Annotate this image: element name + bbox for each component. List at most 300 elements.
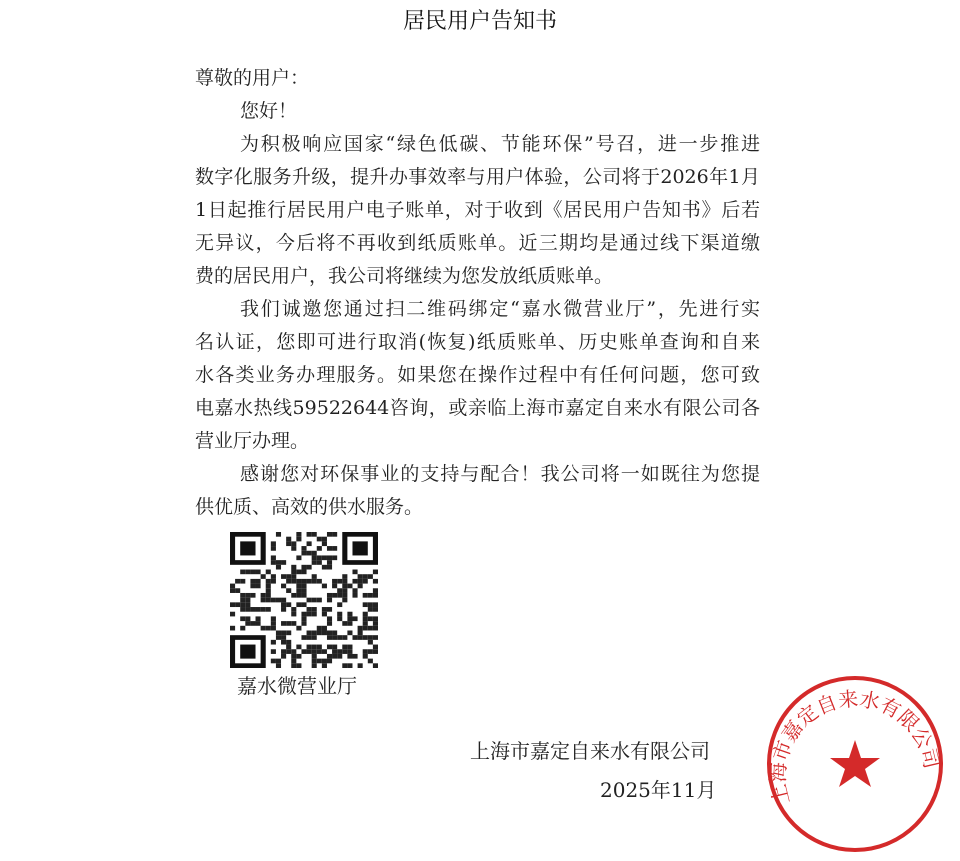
qr-module bbox=[296, 537, 301, 542]
qr-module bbox=[271, 616, 276, 621]
qr-module bbox=[256, 570, 261, 575]
qr-module bbox=[240, 626, 245, 631]
qr-module bbox=[368, 635, 373, 640]
qr-module bbox=[256, 579, 261, 584]
qr-module bbox=[286, 541, 291, 546]
qr-module bbox=[317, 546, 322, 551]
qr-module bbox=[312, 645, 317, 650]
qr-module bbox=[291, 546, 296, 551]
qr-module bbox=[373, 579, 378, 584]
qr-module bbox=[368, 607, 373, 612]
qr-module bbox=[312, 612, 317, 617]
qr-module bbox=[286, 579, 291, 584]
qr-module bbox=[301, 588, 306, 593]
qr-module bbox=[266, 607, 271, 612]
qr-module bbox=[322, 659, 327, 664]
qr-module bbox=[240, 645, 255, 659]
qr-module bbox=[352, 588, 357, 593]
qr-module bbox=[312, 532, 317, 537]
qr-module bbox=[337, 616, 342, 621]
qr-module bbox=[352, 635, 357, 640]
qr-module bbox=[296, 584, 301, 589]
qr-module bbox=[327, 659, 332, 664]
qr-module bbox=[337, 593, 342, 598]
qr-module bbox=[301, 616, 306, 621]
qr-module bbox=[271, 659, 276, 664]
qr-module bbox=[347, 621, 352, 626]
qr-module bbox=[240, 579, 245, 584]
qr-module bbox=[307, 635, 312, 640]
qr-module bbox=[358, 626, 363, 631]
qr-module bbox=[327, 635, 332, 640]
qr-module bbox=[286, 588, 291, 593]
qr-module bbox=[281, 602, 286, 607]
qr-module bbox=[322, 565, 327, 570]
qr-module bbox=[286, 630, 291, 635]
paragraph-2-line: 营业厅办理。 bbox=[195, 430, 310, 452]
qr-module bbox=[256, 584, 261, 589]
qr-module bbox=[261, 593, 266, 598]
salutation: 尊敬的用户： bbox=[195, 67, 310, 89]
qr-module bbox=[363, 654, 368, 659]
qr-module bbox=[271, 649, 276, 654]
qr-module bbox=[240, 607, 245, 612]
qr-module bbox=[301, 546, 306, 551]
qr-module bbox=[337, 635, 342, 640]
qr-module bbox=[317, 560, 322, 565]
document-title: 居民用户告知书 bbox=[402, 9, 557, 34]
qr-module bbox=[332, 630, 337, 635]
qr-module bbox=[307, 532, 312, 537]
qr-module bbox=[271, 626, 276, 631]
qr-module bbox=[342, 598, 347, 603]
qr-module bbox=[312, 560, 317, 565]
qr-module bbox=[281, 654, 286, 659]
qr-module bbox=[245, 598, 250, 603]
qr-module bbox=[281, 574, 286, 579]
qr-module bbox=[256, 616, 261, 621]
qr-module bbox=[312, 635, 317, 640]
qr-module bbox=[245, 570, 250, 575]
qr-module bbox=[352, 570, 357, 575]
qr-module bbox=[296, 663, 301, 668]
qr-module bbox=[332, 532, 337, 537]
qr-module bbox=[266, 598, 271, 603]
qr-module bbox=[322, 584, 327, 589]
qr-module bbox=[230, 602, 235, 607]
qr-module bbox=[291, 654, 296, 659]
qr-module bbox=[250, 607, 255, 612]
qr-module bbox=[312, 663, 317, 668]
qr-module bbox=[296, 602, 301, 607]
qr-module bbox=[271, 555, 276, 560]
qr-module bbox=[332, 546, 337, 551]
qr-module bbox=[352, 616, 357, 621]
signature-date: 2025年11月 bbox=[600, 778, 717, 802]
qr-module bbox=[301, 579, 306, 584]
qr-module bbox=[230, 612, 235, 617]
qr-module bbox=[347, 663, 352, 668]
qr-module bbox=[271, 574, 276, 579]
qr-module bbox=[322, 541, 327, 546]
qr-module bbox=[373, 635, 378, 640]
qr-module bbox=[256, 607, 261, 612]
qr-module bbox=[342, 574, 347, 579]
qr-module bbox=[286, 640, 291, 645]
qr-module bbox=[342, 635, 347, 640]
qr-module bbox=[291, 663, 296, 668]
qr-module bbox=[235, 588, 240, 593]
qr-module bbox=[307, 645, 312, 650]
qr-module bbox=[230, 626, 235, 631]
qr-module bbox=[373, 593, 378, 598]
qr-module bbox=[296, 555, 301, 560]
qr-module bbox=[291, 541, 296, 546]
qr-module bbox=[276, 663, 281, 668]
qr-module bbox=[307, 649, 312, 654]
qr-module bbox=[271, 621, 276, 626]
qr-module bbox=[368, 593, 373, 598]
qr-module bbox=[332, 584, 337, 589]
qr-module bbox=[342, 593, 347, 598]
qr-module bbox=[245, 607, 250, 612]
qr-module bbox=[266, 570, 271, 575]
qr-module bbox=[352, 593, 357, 598]
qr-module bbox=[281, 635, 286, 640]
qr-caption: 嘉水微营业厅 bbox=[237, 674, 357, 698]
qr-module bbox=[266, 588, 271, 593]
qr-module bbox=[352, 654, 357, 659]
qr-module bbox=[368, 574, 373, 579]
qr-module bbox=[312, 551, 317, 556]
qr-module bbox=[373, 616, 378, 621]
qr-module bbox=[235, 602, 240, 607]
qr-module bbox=[322, 607, 327, 612]
signature-company: 上海市嘉定自来水有限公司 bbox=[470, 739, 710, 763]
qr-module bbox=[317, 537, 322, 542]
paragraph-2-line: 名认证，您即可进行取消(恢复)纸质账单、历史账单查询和自来 bbox=[195, 331, 760, 353]
qr-module bbox=[332, 555, 337, 560]
qr-module bbox=[307, 630, 312, 635]
qr-module bbox=[332, 635, 337, 640]
qr-module bbox=[296, 593, 301, 598]
qr-module bbox=[291, 565, 296, 570]
qr-module bbox=[337, 612, 342, 617]
qr-module bbox=[312, 659, 317, 664]
paragraph-3-line: 供优质、高效的供水服务。 bbox=[195, 496, 424, 518]
qr-module bbox=[291, 612, 296, 617]
qr-module bbox=[327, 546, 332, 551]
star-icon bbox=[830, 740, 880, 787]
qr-module bbox=[307, 565, 312, 570]
qr-module bbox=[312, 607, 317, 612]
qr-module bbox=[286, 621, 291, 626]
qr-module bbox=[363, 574, 368, 579]
qr-module bbox=[291, 649, 296, 654]
qr-module bbox=[301, 602, 306, 607]
qr-module bbox=[322, 555, 327, 560]
qr-module bbox=[296, 588, 301, 593]
qr-module bbox=[337, 579, 342, 584]
qr-module bbox=[342, 579, 347, 584]
qr-module bbox=[317, 659, 322, 664]
qr-module bbox=[312, 649, 317, 654]
qr-module bbox=[276, 659, 281, 664]
qr-module bbox=[261, 598, 266, 603]
qr-module bbox=[296, 570, 301, 575]
qr-module bbox=[352, 579, 357, 584]
qr-module bbox=[291, 579, 296, 584]
qr-module bbox=[240, 616, 245, 621]
qr-module bbox=[235, 579, 240, 584]
qr-module bbox=[286, 537, 291, 542]
qr-module bbox=[347, 630, 352, 635]
qr-module bbox=[307, 551, 312, 556]
qr-module bbox=[296, 645, 301, 650]
qr-module bbox=[358, 579, 363, 584]
qr-module bbox=[276, 560, 281, 565]
qr-module bbox=[296, 626, 301, 631]
qr-module bbox=[342, 621, 347, 626]
qr-module bbox=[245, 621, 250, 626]
paragraph-3-line: 感谢您对环保事业的支持与配合！我公司将一如既往为您提 bbox=[240, 463, 760, 485]
qr-module bbox=[312, 579, 317, 584]
paragraph-1-line: 数字化服务升级，提升办事效率与用户体验，公司将于2026年1月 bbox=[195, 166, 760, 188]
qr-module bbox=[358, 663, 363, 668]
qr-module bbox=[256, 621, 261, 626]
qr-module bbox=[301, 612, 306, 617]
qr-module bbox=[276, 598, 281, 603]
qr-module bbox=[281, 649, 286, 654]
qr-module bbox=[337, 654, 342, 659]
qr-module bbox=[347, 645, 352, 650]
qr-module bbox=[373, 570, 378, 575]
qr-module bbox=[327, 654, 332, 659]
qr-module bbox=[317, 649, 322, 654]
qr-module bbox=[307, 579, 312, 584]
qr-module bbox=[342, 663, 347, 668]
qr-module bbox=[327, 598, 332, 603]
qr-module bbox=[363, 593, 368, 598]
qr-module bbox=[363, 612, 368, 617]
qr-module bbox=[332, 654, 337, 659]
qr-module bbox=[250, 593, 255, 598]
qr-module bbox=[240, 541, 255, 555]
qr-module bbox=[286, 645, 291, 650]
seal-ring bbox=[769, 678, 941, 850]
qr-code[interactable] bbox=[230, 532, 378, 668]
qr-module bbox=[373, 602, 378, 607]
qr-module bbox=[281, 630, 286, 635]
qr-module bbox=[312, 654, 317, 659]
letter-body bbox=[195, 62, 760, 524]
qr-module bbox=[317, 645, 322, 650]
company-seal-stamp bbox=[760, 672, 950, 857]
qr-module bbox=[261, 626, 266, 631]
qr-module bbox=[368, 649, 373, 654]
qr-module bbox=[301, 570, 306, 575]
qr-module bbox=[327, 616, 332, 621]
qr-module bbox=[271, 541, 276, 546]
qr-module bbox=[250, 579, 255, 584]
qr-module bbox=[301, 593, 306, 598]
qr-module bbox=[296, 532, 301, 537]
qr-module bbox=[342, 649, 347, 654]
qr-module bbox=[322, 630, 327, 635]
qr-module bbox=[368, 602, 373, 607]
qr-module bbox=[230, 588, 235, 593]
qr-module bbox=[373, 663, 378, 668]
qr-module bbox=[363, 649, 368, 654]
qr-module bbox=[266, 584, 271, 589]
qr-module bbox=[327, 645, 332, 650]
qr-module bbox=[291, 574, 296, 579]
qr-module bbox=[291, 659, 296, 664]
qr-module bbox=[281, 560, 286, 565]
qr-module bbox=[301, 551, 306, 556]
qr-module bbox=[245, 602, 250, 607]
qr-module bbox=[327, 607, 332, 612]
qr-module bbox=[363, 602, 368, 607]
qr-module bbox=[312, 630, 317, 635]
qr-module bbox=[342, 645, 347, 650]
greeting: 您好！ bbox=[240, 100, 298, 122]
qr-module bbox=[291, 607, 296, 612]
qr-module bbox=[358, 574, 363, 579]
qr-module bbox=[276, 630, 281, 635]
qr-module bbox=[368, 659, 373, 664]
qr-module bbox=[337, 602, 342, 607]
qr-module bbox=[301, 635, 306, 640]
qr-module bbox=[317, 626, 322, 631]
paragraph-2-line: 我们诚邀您通过扫二维码绑定“嘉水微营业厅”，先进行实 bbox=[240, 298, 760, 320]
qr-module bbox=[307, 598, 312, 603]
qr-module bbox=[363, 616, 368, 621]
qr-module bbox=[271, 560, 276, 565]
qr-module bbox=[312, 555, 317, 560]
qr-module bbox=[368, 626, 373, 631]
qr-module bbox=[337, 649, 342, 654]
qr-module bbox=[373, 588, 378, 593]
qr-module bbox=[271, 579, 276, 584]
qr-module bbox=[368, 616, 373, 621]
qr-module bbox=[312, 574, 317, 579]
qr-module bbox=[307, 607, 312, 612]
qr-module bbox=[327, 621, 332, 626]
paragraph-2-line: 水各类业务办理服务。如果您在操作过程中有任何问题，您可致 bbox=[195, 364, 760, 386]
qr-module bbox=[363, 635, 368, 640]
qr-module bbox=[230, 584, 235, 589]
qr-module bbox=[358, 630, 363, 635]
qr-module bbox=[286, 602, 291, 607]
qr-module bbox=[337, 588, 342, 593]
qr-module bbox=[317, 598, 322, 603]
qr-module bbox=[327, 630, 332, 635]
qr-module bbox=[240, 602, 245, 607]
qr-module bbox=[245, 593, 250, 598]
qr-module bbox=[342, 584, 347, 589]
qr-module bbox=[317, 555, 322, 560]
qr-module bbox=[363, 626, 368, 631]
qr-module bbox=[291, 621, 296, 626]
qr-module bbox=[347, 654, 352, 659]
qr-module bbox=[347, 584, 352, 589]
qr-module bbox=[363, 621, 368, 626]
qr-module bbox=[327, 532, 332, 537]
qr-module bbox=[312, 598, 317, 603]
qr-module bbox=[301, 621, 306, 626]
qr-module bbox=[352, 541, 367, 555]
qr-module bbox=[368, 640, 373, 645]
qr-module bbox=[240, 570, 245, 575]
qr-module bbox=[276, 635, 281, 640]
qr-module bbox=[327, 593, 332, 598]
qr-module bbox=[281, 607, 286, 612]
qr-module bbox=[373, 607, 378, 612]
qr-module bbox=[266, 626, 271, 631]
qr-module bbox=[317, 579, 322, 584]
qr-module bbox=[276, 565, 281, 570]
qr-module bbox=[240, 598, 245, 603]
paragraph-2-line: 电嘉水热线59522644咨询，或亲临上海市嘉定自来水有限公司各 bbox=[195, 397, 760, 419]
qr-module bbox=[261, 574, 266, 579]
qr-module bbox=[322, 649, 327, 654]
qr-module bbox=[363, 579, 368, 584]
paragraph-1-line: 1日起推行居民用户电子账单，对于收到《居民用户告知书》后若 bbox=[195, 199, 760, 221]
qr-module bbox=[240, 593, 245, 598]
qr-module bbox=[347, 649, 352, 654]
qr-module bbox=[271, 546, 276, 551]
qr-module bbox=[332, 649, 337, 654]
qr-module bbox=[327, 565, 332, 570]
qr-module bbox=[266, 593, 271, 598]
qr-module bbox=[301, 649, 306, 654]
qr-module bbox=[307, 541, 312, 546]
qr-module bbox=[373, 626, 378, 631]
qr-module bbox=[307, 612, 312, 617]
qr-module bbox=[301, 565, 306, 570]
qr-module bbox=[322, 626, 327, 631]
qr-module bbox=[327, 560, 332, 565]
qr-module bbox=[281, 584, 286, 589]
paragraph-1-line: 为积极响应国家“绿色低碳、节能环保”号召，进一步推进 bbox=[240, 133, 760, 155]
qr-module bbox=[286, 574, 291, 579]
qr-module bbox=[332, 593, 337, 598]
qr-module bbox=[291, 593, 296, 598]
qr-module bbox=[250, 570, 255, 575]
qr-module bbox=[322, 537, 327, 542]
qr-module bbox=[281, 640, 286, 645]
qr-module bbox=[296, 579, 301, 584]
qr-module bbox=[332, 579, 337, 584]
qr-module bbox=[261, 607, 266, 612]
qr-module bbox=[245, 616, 250, 621]
qr-module bbox=[296, 654, 301, 659]
qr-module bbox=[373, 621, 378, 626]
qr-module bbox=[332, 645, 337, 650]
qr-module bbox=[347, 612, 352, 617]
qr-module bbox=[281, 598, 286, 603]
qr-module bbox=[271, 598, 276, 603]
qr-module bbox=[342, 588, 347, 593]
qr-module bbox=[373, 645, 378, 650]
qr-module bbox=[358, 584, 363, 589]
qr-module bbox=[327, 555, 332, 560]
qr-module bbox=[266, 579, 271, 584]
qr-module bbox=[358, 635, 363, 640]
qr-module bbox=[276, 532, 281, 537]
qr-module bbox=[271, 640, 276, 645]
